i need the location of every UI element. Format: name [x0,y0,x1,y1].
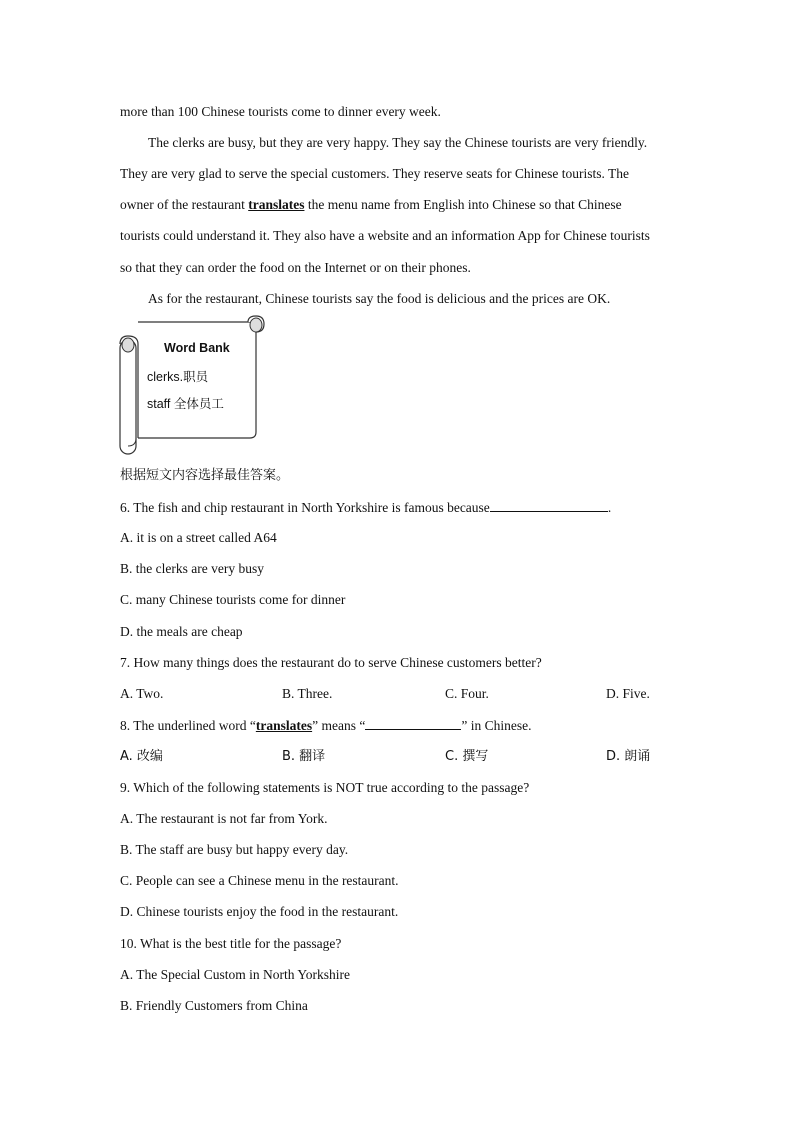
question-10-option-a: A. The Special Custom in North Yorkshire [120,967,350,982]
passage-line-4-post: the menu name from English into Chinese so that Chinese [304,197,622,212]
question-6-option-d: D. the meals are cheap [120,624,243,639]
passage-line-3: They are very glad to serve the special customers. They reserve seats for Chinese tourists. The [120,166,629,181]
question-8-text-post: ” in Chinese. [461,718,532,733]
question-6-end: . [607,500,612,515]
question-10-option-b: B. Friendly Customers from China [120,998,308,1013]
question-6-option-c: C. many Chinese tourists come for dinner [120,592,346,607]
answer-blank [490,498,608,512]
question-6-option-a: A. it is on a street called A64 [120,530,277,545]
question-9-stem: 9. Which of the following statements is NOT true according to the passage? [120,780,530,795]
underlined-word-translates: translates [248,197,305,212]
question-8-option-d: D. 朗诵 [606,749,651,764]
question-10-stem: 10. What is the best title for the passage? [120,936,342,951]
question-8-stem [120,716,531,735]
instruction-text: 根据短文内容选择最佳答案。 [120,468,290,483]
question-8-text-pre: 8. The underlined word “ [120,718,256,733]
word-bank-scroll-icon [116,314,272,460]
passage-line-4-pre: owner of the restaurant [120,197,249,212]
question-7-option-a: A. Two. [120,686,164,701]
answer-blank [365,716,461,730]
question-6-text: 6. The fish and chip restaurant in North Yorkshire is famous because [120,500,490,515]
question-7-option-b: B. Three. [282,686,333,701]
question-7-option-c: C. Four. [445,686,489,701]
passage-line-5: tourists could understand it. They also have a website and an information App for Chinese tourists [120,228,650,243]
passage-line-6: so that they can order the food on the Internet or on their phones. [120,260,471,275]
passage-line-2: The clerks are busy, but they are very happy. They say the Chinese tourists are very friendly. [148,135,648,150]
question-6-option-b: B. the clerks are very busy [120,561,264,576]
question-9-option-c: C. People can see a Chinese menu in the restaurant. [120,873,399,888]
question-8-text-mid: ” means “ [312,718,366,733]
question-7-stem: 7. How many things does the restaurant do to serve Chinese customers better? [120,655,542,670]
question-7-option-d: D. Five. [606,686,650,701]
question-9-option-a: A. The restaurant is not far from York. [120,811,328,826]
question-8-option-a: A. 改编 [120,749,163,764]
word-bank-title: Word Bank [164,341,230,355]
question-9-option-b: B. The staff are busy but happy every day. [120,842,349,857]
passage-line-1: more than 100 Chinese tourists come to dinner every week. [120,104,441,119]
question-9-option-d: D. Chinese tourists enjoy the food in the restaurant. [120,904,399,919]
question-8-option-c: C. 撰写 [445,749,489,764]
word-bank-entry-staff: staff 全体员工 [147,397,224,411]
question-8-underlined-word: translates [255,718,313,733]
passage-line-4 [120,196,622,214]
passage-line-7: As for the restaurant, Chinese tourists say the food is delicious and the prices are OK. [148,291,611,306]
question-6-stem [120,498,611,517]
question-8-option-b: B. 翻译 [282,749,326,764]
word-bank-entry-clerks: clerks.职员 [147,370,209,384]
